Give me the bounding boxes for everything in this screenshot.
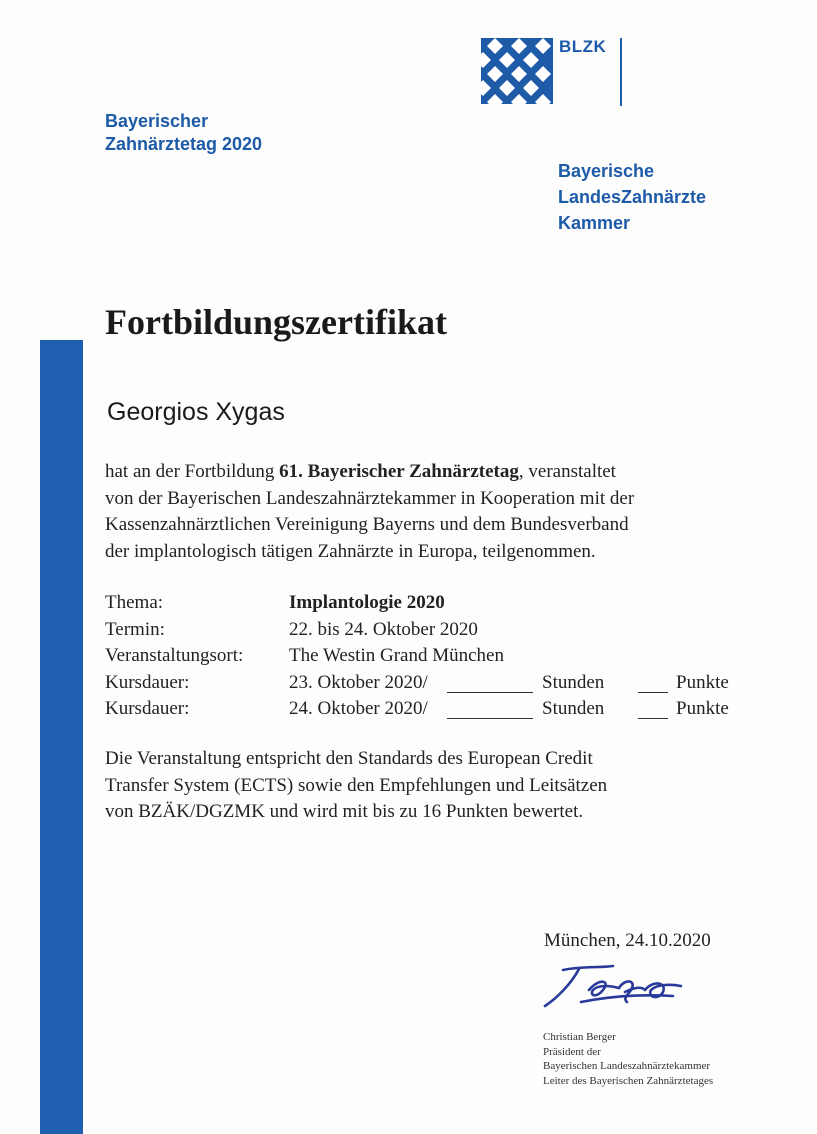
statement-line-1: hat an der Fortbildung 61. Bayerischer Zahnärztetag, veranstaltet: [105, 461, 616, 482]
side-accent-bar: [40, 340, 83, 1134]
place-and-date: München, 24.10.2020: [544, 930, 711, 951]
termin-label: Termin:: [105, 618, 165, 640]
points-blank-line: [638, 718, 668, 719]
points-unit: Punkte: [676, 698, 729, 719]
signer-name: Christian Berger: [543, 1031, 616, 1043]
detail-row-kursdauer-1: [105, 672, 765, 699]
chamber-line1: Bayerische: [558, 161, 655, 181]
certificate-title: Fortbildungszertifikat: [105, 302, 447, 342]
ort-value: The Westin Grand München: [289, 645, 504, 666]
signer-role-2: Bayerischen Landeszahnärztekammer: [543, 1060, 711, 1072]
event-brand: [105, 110, 262, 156]
statement-line-4: der implantologisch tätigen Zahnärzte in Europa, teilgenommen.: [105, 540, 596, 562]
ects-line-3: von BZÄK/DGZMK und wird mit bis zu 16 Punkten bewertet.: [105, 801, 584, 822]
recipient-name: Georgios Xygas: [107, 398, 285, 426]
points-unit: Punkte: [676, 671, 729, 693]
logo-text: BLZK: [559, 37, 607, 56]
signer-details: [543, 1030, 713, 1088]
hours-unit: Stunden: [542, 671, 605, 693]
logo-divider: [620, 38, 622, 106]
handwritten-signature-icon: [541, 960, 691, 1020]
statement-line-3: Kassenzahnärztlichen Vereinigung Bayerns und dem Bundesverband: [105, 514, 629, 535]
ects-line-1: Die Veranstaltung entspricht den Standards des European Credit: [105, 748, 593, 769]
thema-value: Implantologie 2020: [289, 592, 445, 613]
hours-blank-line: [447, 718, 533, 719]
signer-role-3: Leiter des Bayerischen Zahnärztetages: [543, 1074, 714, 1087]
detail-row-ort: [105, 645, 765, 672]
ects-line-2: Transfer System (ECTS) sowie den Empfehlungen und Leitsätzen: [105, 774, 608, 796]
chamber-name: [558, 158, 706, 236]
event-brand-line2: Zahnärztetag 2020: [105, 134, 263, 154]
signer-role-1: Präsident der: [543, 1045, 601, 1058]
chamber-line2: LandesZahnärzte: [558, 187, 707, 207]
detail-row-termin: [105, 619, 765, 646]
event-details: [105, 592, 765, 725]
hours-unit: Stunden: [542, 698, 605, 719]
participation-statement: [105, 459, 745, 565]
bavarian-lozenge-logo-icon: [481, 38, 553, 104]
ort-label: Veranstaltungsort:: [105, 645, 244, 666]
detail-row-thema: [105, 592, 765, 619]
hours-blank-line: [447, 692, 533, 693]
kursdauer-date: 23. Oktober 2020/: [289, 671, 428, 693]
event-brand-line1: Bayerischer: [105, 111, 209, 131]
event-name: 61. Bayerischer Zahnärztetag: [279, 461, 519, 482]
chamber-line3: Kammer: [558, 213, 631, 233]
kursdauer-label: Kursdauer:: [105, 671, 190, 693]
kursdauer-label: Kursdauer:: [105, 698, 190, 719]
detail-row-kursdauer-2: [105, 698, 765, 725]
points-blank-line: [638, 692, 668, 693]
thema-label: Thema:: [105, 592, 164, 613]
statement-line-2: von der Bayerischen Landeszahnärztekammer in Kooperation mit der: [105, 487, 635, 509]
termin-value: 22. bis 24. Oktober 2020: [289, 618, 478, 640]
ects-statement: [105, 746, 745, 826]
kursdauer-date: 24. Oktober 2020/: [289, 698, 428, 719]
